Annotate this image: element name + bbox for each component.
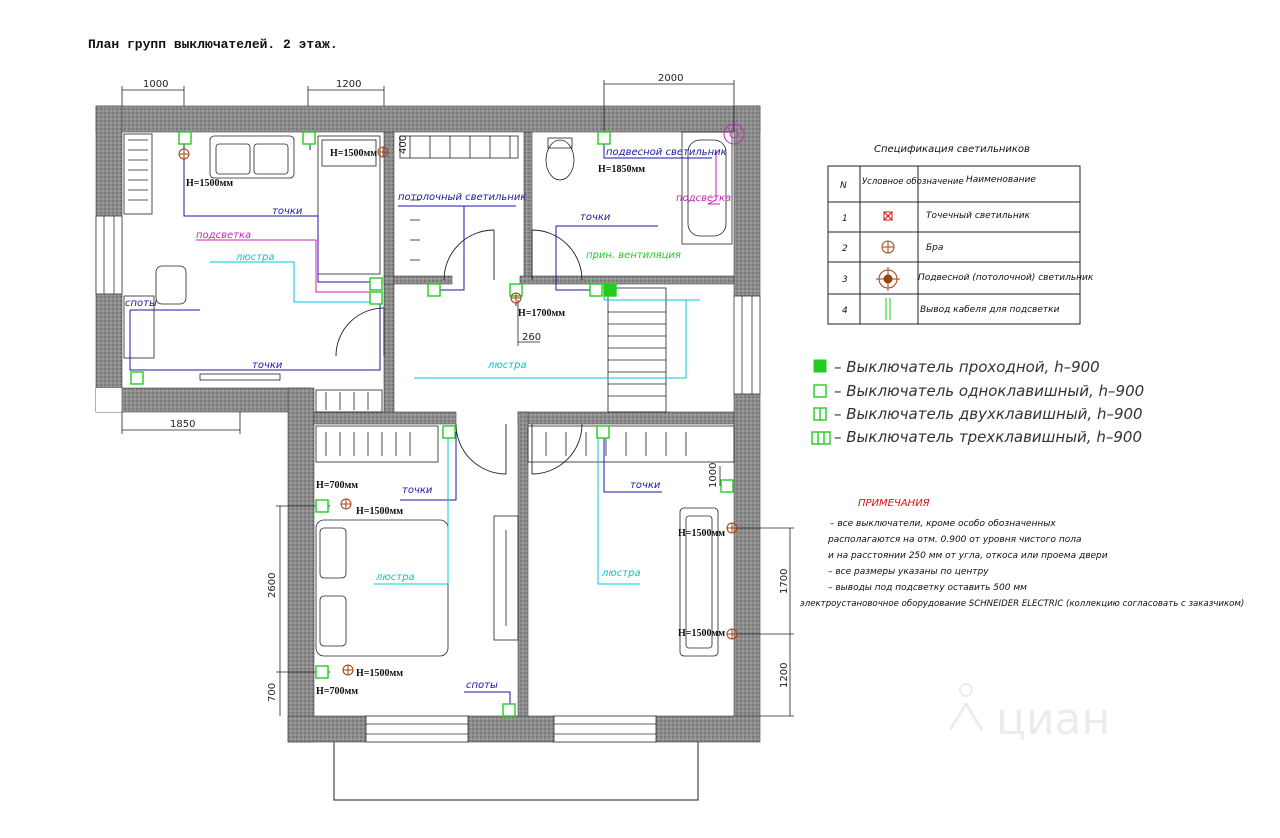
note-line: электроустановочное оборудование SCHNEIDER ELECTRIC (коллекцию согласовать с заказчиком) — [800, 599, 1245, 609]
dim-400: 400 — [398, 134, 409, 154]
notes — [800, 519, 1244, 609]
switch-single — [303, 132, 315, 144]
label-podvesnoy: подвесной светильник — [606, 147, 727, 158]
height-label: H=1500мм — [330, 148, 378, 159]
label-spoty: споты — [125, 298, 157, 309]
label-tochki: точки — [580, 212, 611, 223]
height-label: H=1500мм — [678, 628, 726, 639]
dim-1200-top: 1200 — [336, 79, 362, 90]
switch-legend — [812, 358, 1144, 446]
height-label: H=700мм — [316, 686, 359, 697]
spec-row-n: 3 — [842, 275, 848, 285]
switch-single — [316, 500, 328, 512]
height-label: H=1700мм — [518, 308, 566, 319]
balcony-outline — [334, 742, 698, 800]
legend-triple: – Выключатель трехклавишный, h–900 — [834, 428, 1142, 446]
dim-260: 260 — [522, 332, 542, 343]
label-lyustra: люстра — [376, 572, 415, 583]
dim-1700: 1700 — [779, 568, 790, 594]
label-lyustra: люстра — [236, 252, 275, 263]
spec-row-name: Вывод кабеля для подсветки — [920, 305, 1060, 315]
dim-1850: 1850 — [170, 419, 196, 430]
switch-single — [131, 372, 143, 384]
spec-row-n: 4 — [842, 306, 848, 316]
label-lyustra: люстра — [602, 568, 641, 579]
doors — [336, 230, 582, 474]
note-line: – выводы под подсветку оставить 500 мм — [828, 583, 1027, 593]
spec-header-n: N — [840, 181, 847, 191]
switch-single — [598, 132, 610, 144]
switch-double — [443, 426, 455, 438]
spec-caption: Спецификация светильников — [874, 144, 1030, 155]
dim-2600: 2600 — [267, 572, 278, 598]
label-tochki: точки — [630, 480, 661, 491]
height-label: H=1500мм — [186, 178, 234, 189]
pass-switch-icon — [814, 360, 826, 372]
height-label: H=1500мм — [678, 528, 726, 539]
dim-1000-right: 1000 — [708, 462, 719, 488]
height-label: H=1500мм — [356, 668, 404, 679]
dim-1200-right: 1200 — [779, 662, 790, 688]
spec-row-name: Бра — [926, 243, 944, 253]
double-switch-icon — [814, 408, 826, 420]
switch-triple — [721, 480, 733, 492]
switch-single — [316, 666, 328, 678]
legend-double: – Выключатель двухклавишный, h–900 — [834, 405, 1143, 423]
switch-pass — [604, 284, 616, 296]
pendant-light-icon — [876, 267, 900, 291]
switch-double — [590, 284, 602, 296]
spec-header-symbol: Условное обозначение — [862, 177, 964, 187]
legend-single: – Выключатель одноклавишный, h–900 — [834, 382, 1145, 400]
label-lyustra: люстра — [488, 360, 527, 371]
dim-700: 700 — [267, 682, 278, 702]
spec-header-name: Наименование — [966, 175, 1036, 185]
label-tochki: точки — [252, 360, 283, 371]
label-prin-vent: прин. вентиляция — [586, 250, 681, 261]
note-line: располагаются на отм. 0.900 от уровня чистого пола — [828, 535, 1082, 545]
point-light-icon — [884, 212, 892, 220]
label-podsvetka: подсветка — [676, 193, 732, 204]
spec-row-n: 2 — [842, 244, 848, 254]
watermark-logo-icon — [960, 684, 972, 696]
note-line: – все выключатели, кроме особо обозначенных — [830, 519, 1056, 529]
cable-outlet-icon — [886, 298, 890, 320]
label-tochki: точки — [402, 485, 433, 496]
spec-row-name: Точечный светильник — [926, 211, 1030, 221]
switch-single — [428, 284, 440, 296]
dim-1000-top: 1000 — [143, 79, 169, 90]
watermark-text: циан — [996, 694, 1111, 745]
label-potolochny: потолочный светильник — [398, 192, 527, 203]
label-tochki: точки — [272, 206, 303, 217]
triple-switch-icon — [812, 432, 830, 444]
watermark — [950, 684, 1110, 745]
legend-pass: – Выключатель проходной, h–900 — [834, 358, 1100, 376]
dim-2000-top: 2000 — [658, 73, 684, 84]
sconce-icon — [882, 241, 894, 253]
spec-row-n: 1 — [842, 214, 848, 224]
plan-title: План групп выключателей. 2 этаж. — [88, 37, 338, 52]
label-podsvetka: подсветка — [196, 230, 252, 241]
spec-row-name: Подвесной (потолочной) светильник — [918, 273, 1094, 283]
label-spoty: споты — [466, 680, 498, 691]
switch-triple — [370, 292, 382, 304]
height-label: H=1850мм — [598, 164, 646, 175]
switch-triple — [370, 278, 382, 290]
note-line: и на расстоянии 250 мм от угла, откоса или проема двери — [828, 551, 1108, 561]
height-label: H=700мм — [316, 480, 359, 491]
single-switch-icon — [814, 385, 826, 397]
height-label: H=1500мм — [356, 506, 404, 517]
notes-heading: ПРИМЕЧАНИЯ — [858, 498, 930, 509]
switch-single — [597, 426, 609, 438]
spec-table — [828, 166, 1080, 324]
switch-single — [503, 704, 515, 716]
spec-symbols — [876, 212, 900, 320]
note-line: – все размеры указаны по центру — [828, 567, 989, 577]
switch-single — [179, 132, 191, 144]
